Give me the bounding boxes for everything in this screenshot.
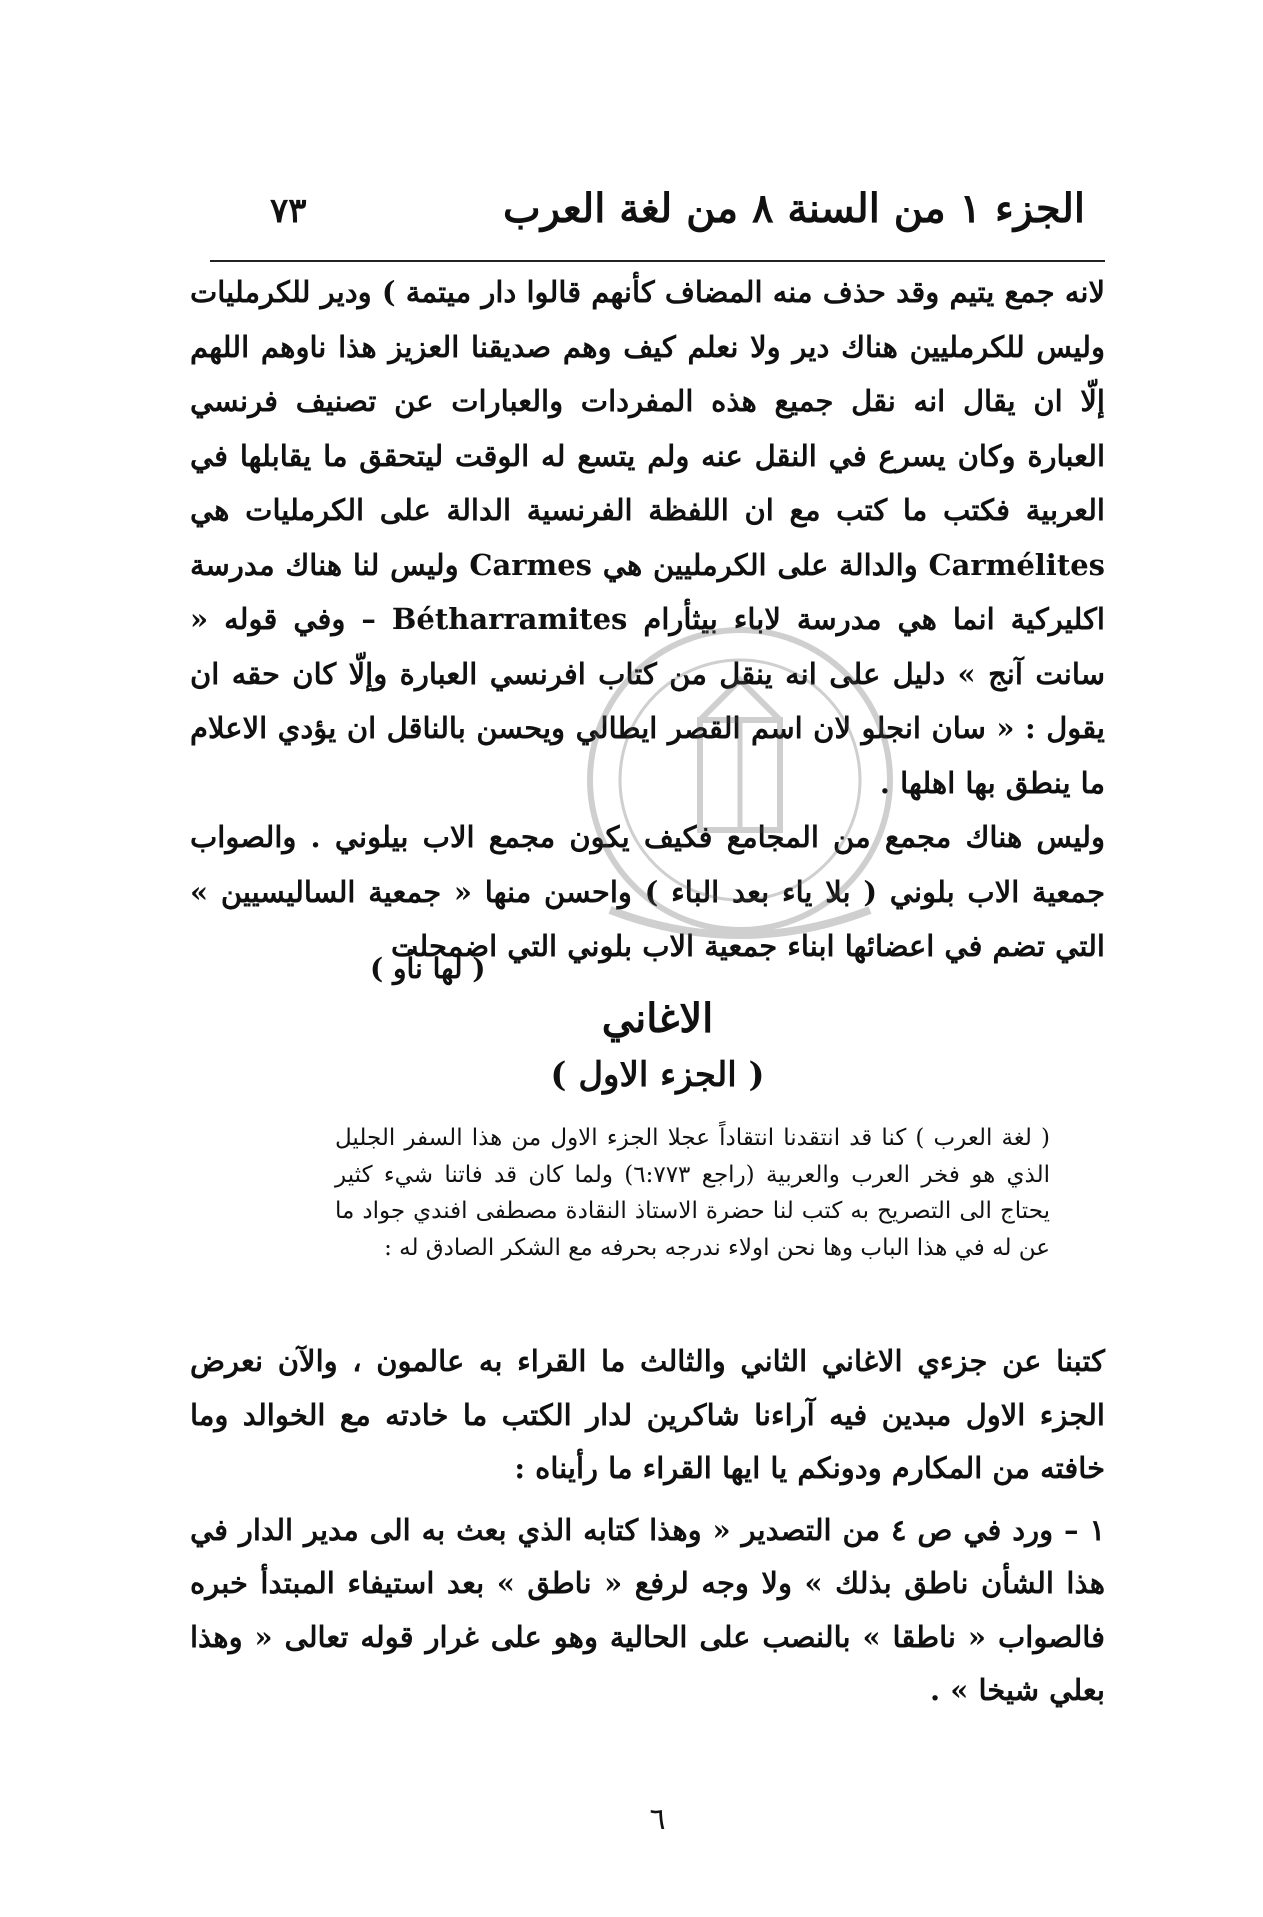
- section-title: الاغاني: [601, 995, 714, 1042]
- library-watermark-seal: [550, 610, 930, 970]
- paragraph: لانه جمع يتيم وقد حذف منه المضاف كأنهم قالوا دار ميتمة ) ودير للكرمليات وليس للكرمليين هناك دير ولا نعلم كيف وهم صديقنا العزيز هذا ناوهم اللهم إلّا ان يقال انه نقل جميع هذه المفردات والعبارات عن تصنيف فرنسي العبارة وكان يسرع في النقل عنه ولم يتسع له الوقت ليتحقق ما يقابلها في العربية فكتب ما كتب مع ان اللفظة الفرنسية الدالة على الكرمليات هي Carmélites والدالة على الكرمليين هي Carmes وليس لنا هناك مدرسة اكليركية انما هي مدرسة لاباء بيثأرام Bétharramites – وفي قوله « سانت آنج » دليل على انه ينقل من كتاب افرنسي العبارة وإلّا كان حقه ان يقول : « سان انجلو لان اسم القصر ايطالي ويحسن بالناقل ان يؤدي الاعلام ما ينطق بها اهلها .: [190, 275, 1105, 800]
- paragraph: كتبنا عن جزءي الاغاني الثاني والثالث ما القراء به عالمون ، والآن نعرض الجزء الاول مبدين فيه آراءنا شاكرين لدار الكتب ما خادته مع الخوالد وما خافته من المكارم ودونكم يا ايها القراء ما رأيناه :: [190, 1344, 1105, 1485]
- page-number: ٧٣: [270, 191, 307, 231]
- running-head: [190, 185, 1125, 255]
- editor-note: [335, 1120, 1050, 1266]
- article-body: [190, 1335, 1105, 1718]
- paragraph: ( لغة العرب ) كنا قد انتقدنا انتقاداً عجلا الجزء الاول من هذا السفر الجليل الذي هو فخر العرب والعربية (راجع ٦:٧٧٣) ولما كان قد فاتنا شيء كثير يحتاج الى التصريح به كتب لنا حضرة الاستاذ النقادة مصطفى افندي جواد ما عن له في هذا الباب وها نحن اولاء ندرجه بحرفه مع الشكر الصادق له :: [335, 1125, 1050, 1261]
- numbered-item: ١ – ورد في ص ٤ من التصدير « وهذا كتابه الذي بعث به الى مدير الدار في هذا الشأن ناطق بذلك » ولا وجه لرفع « ناطق » بعد استيفاء المبتدأ خبره فالصواب « ناطقا » بالنصب على الحالية وهو على غرار قوله تعالى « وهذا بعلي شيخا » .: [190, 1512, 1106, 1707]
- paragraph: وليس هناك مجمع من المجامع فكيف يكون مجمع الاب بيلوني . والصواب جمعية الاب بلوني ( بلا ياء بعد الباء ) واحسن منها « جمعية الساليسيين » التي تضم في اعضائها ابناء جمعية الاب بلوني التي اضمحلت: [190, 820, 1105, 963]
- article-signature: ( لها نأو ): [370, 952, 486, 985]
- section-subtitle: ( الجزء الاول ): [550, 1055, 765, 1095]
- printer-signature-mark: ٦: [649, 1802, 666, 1837]
- document-page: [190, 140, 1125, 1880]
- header-rule: [210, 260, 1105, 262]
- running-title: الجزء ١ من السنة ٨ من لغة العرب: [503, 185, 1085, 232]
